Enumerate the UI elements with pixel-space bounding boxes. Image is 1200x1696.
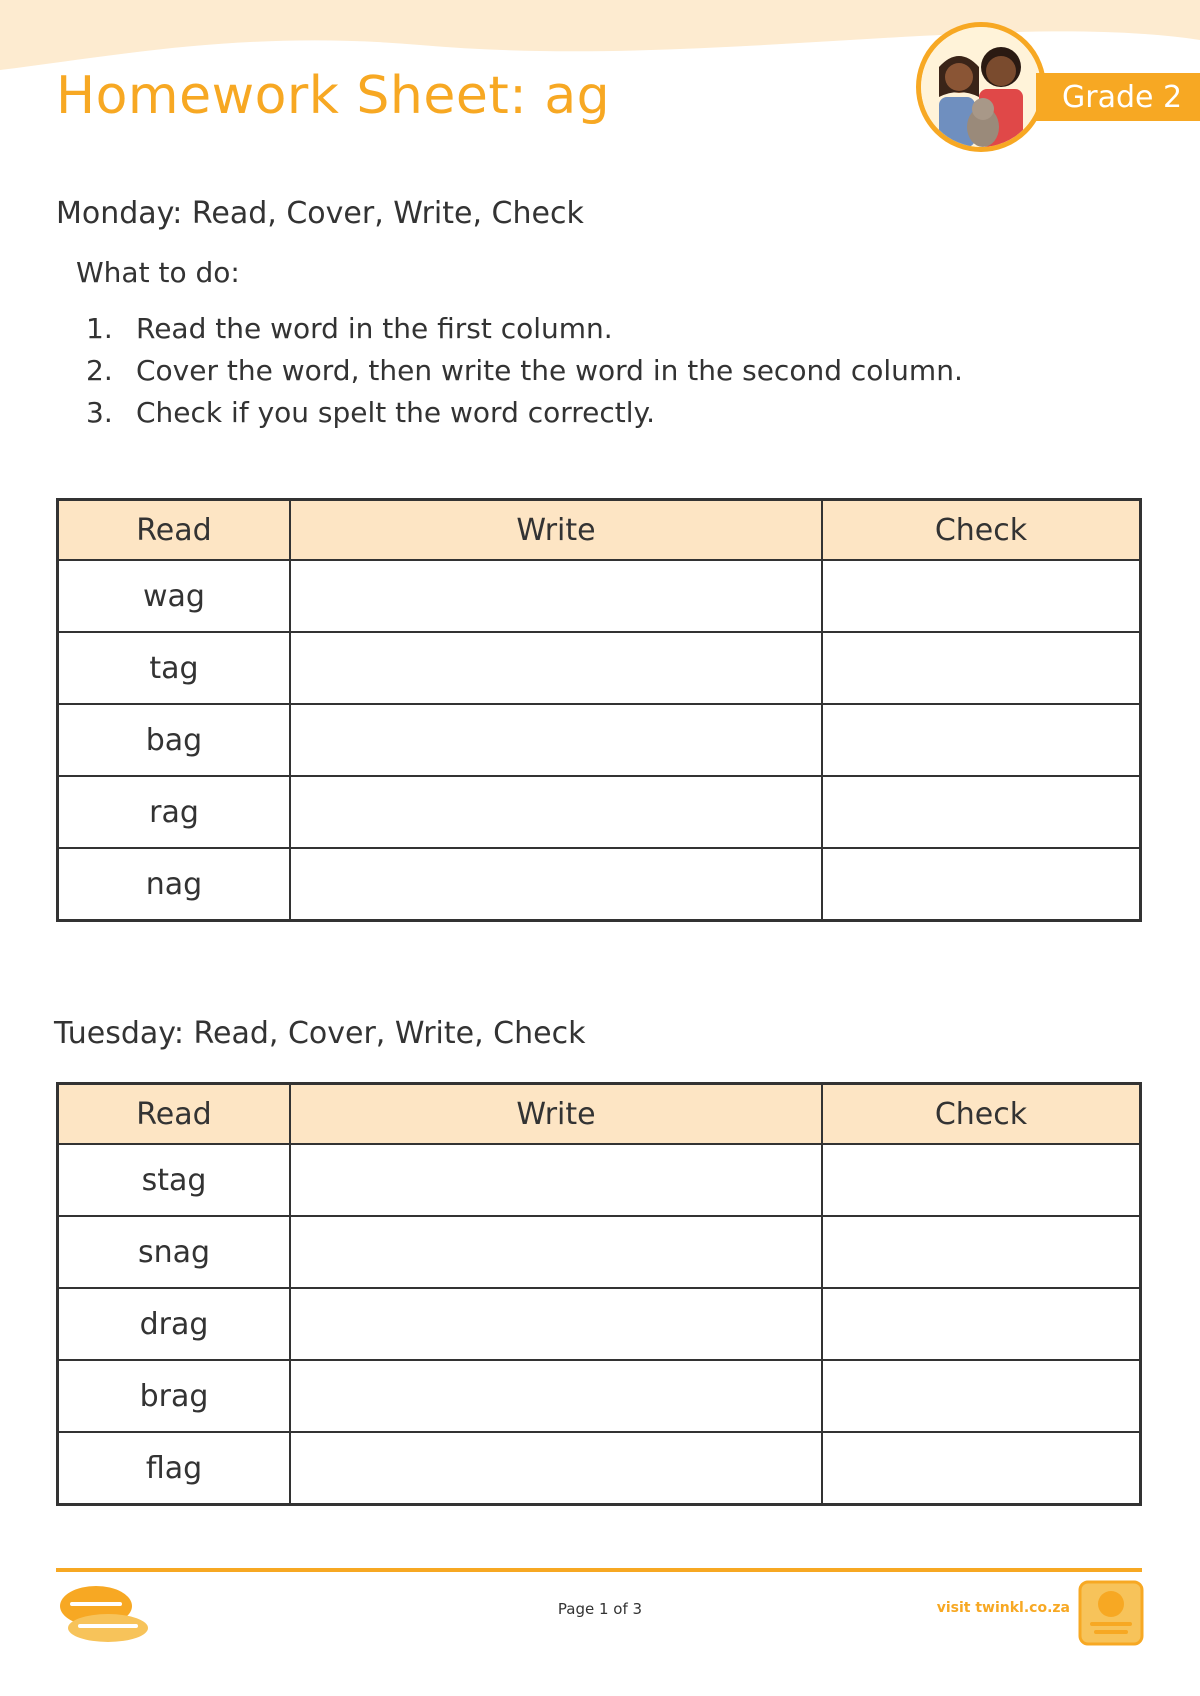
read-word: rag xyxy=(58,776,291,848)
write-cell[interactable] xyxy=(290,1216,822,1288)
write-cell[interactable] xyxy=(290,560,822,632)
read-word: stag xyxy=(58,1144,291,1216)
write-cell[interactable] xyxy=(290,704,822,776)
check-cell[interactable] xyxy=(822,1360,1141,1432)
instruction-step: 3. Check if you spelt the word correctly. xyxy=(86,396,656,429)
page-title: Homework Sheet: ag xyxy=(56,66,611,126)
write-cell[interactable] xyxy=(290,1144,822,1216)
quality-approved-badge-icon xyxy=(1076,1578,1146,1648)
check-cell[interactable] xyxy=(822,848,1141,921)
table-row xyxy=(58,1432,1141,1505)
instruction-step: 1. Read the word in the first column. xyxy=(86,312,613,345)
tuesday-table xyxy=(56,1082,1142,1506)
write-column-header: Write xyxy=(290,500,822,561)
write-cell[interactable] xyxy=(290,848,822,921)
instructions-list xyxy=(86,308,963,434)
table-row xyxy=(58,1144,1141,1216)
table-row xyxy=(58,1216,1141,1288)
read-word: nag xyxy=(58,848,291,921)
write-cell[interactable] xyxy=(290,1288,822,1360)
read-column-header: Read xyxy=(58,1084,291,1145)
write-cell[interactable] xyxy=(290,1360,822,1432)
read-word: bag xyxy=(58,704,291,776)
read-word: wag xyxy=(58,560,291,632)
table-row xyxy=(58,1360,1141,1432)
twinkl-phonics-logo-icon xyxy=(56,1582,156,1646)
read-word: brag xyxy=(58,1360,291,1432)
write-column-header: Write xyxy=(290,1084,822,1145)
read-word: drag xyxy=(58,1288,291,1360)
check-cell[interactable] xyxy=(822,1288,1141,1360)
check-cell[interactable] xyxy=(822,704,1141,776)
table-row xyxy=(58,704,1141,776)
footer-divider xyxy=(56,1568,1142,1572)
grade-badge: Grade 2 xyxy=(1036,73,1200,121)
check-cell[interactable] xyxy=(822,1144,1141,1216)
read-word: flag xyxy=(58,1432,291,1505)
check-cell[interactable] xyxy=(822,776,1141,848)
table-header-row xyxy=(58,500,1141,561)
page-number: Page 1 of 3 xyxy=(557,1600,643,1618)
read-column-header: Read xyxy=(58,500,291,561)
children-illustration-icon xyxy=(916,22,1046,152)
table-row xyxy=(58,776,1141,848)
twinkl-site-link[interactable]: visit twinkl.co.za xyxy=(936,1600,1070,1616)
write-cell[interactable] xyxy=(290,632,822,704)
check-column-header: Check xyxy=(822,1084,1141,1145)
tuesday-heading: Tuesday: Read, Cover, Write, Check xyxy=(54,1016,586,1051)
check-cell[interactable] xyxy=(822,632,1141,704)
check-cell[interactable] xyxy=(822,1432,1141,1505)
check-column-header: Check xyxy=(822,500,1141,561)
instructions-label: What to do: xyxy=(76,256,240,289)
read-word: snag xyxy=(58,1216,291,1288)
write-cell[interactable] xyxy=(290,1432,822,1505)
instruction-step: 2. Cover the word, then write the word in the second column. xyxy=(86,354,963,387)
table-row xyxy=(58,848,1141,921)
table-row xyxy=(58,560,1141,632)
check-cell[interactable] xyxy=(822,560,1141,632)
monday-heading: Monday: Read, Cover, Write, Check xyxy=(56,196,584,231)
write-cell[interactable] xyxy=(290,776,822,848)
read-word: tag xyxy=(58,632,291,704)
table-header-row xyxy=(58,1084,1141,1145)
monday-table xyxy=(56,498,1142,922)
check-cell[interactable] xyxy=(822,1216,1141,1288)
table-row xyxy=(58,1288,1141,1360)
table-row xyxy=(58,632,1141,704)
